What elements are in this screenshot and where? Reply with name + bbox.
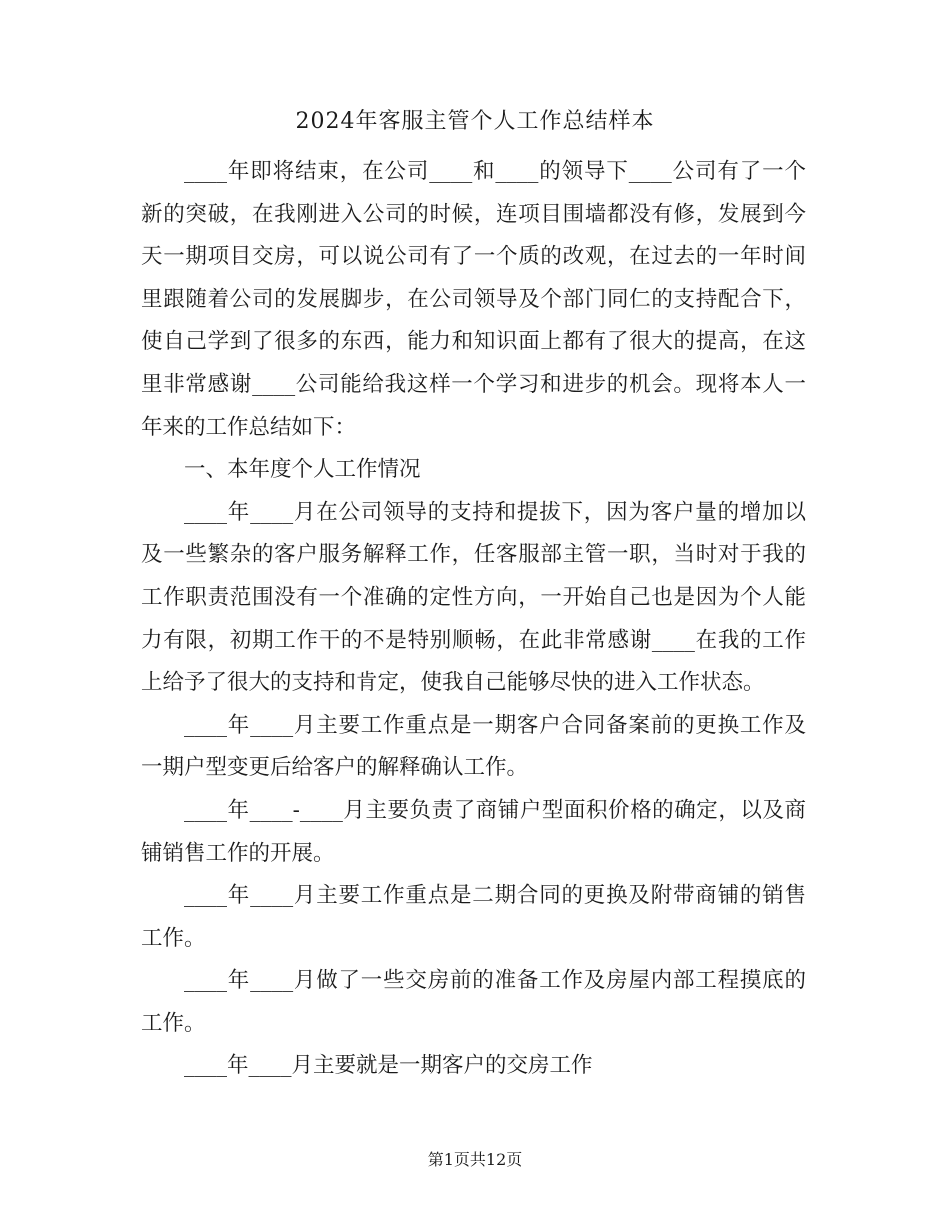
page-number: 第1页共12页 — [427, 1150, 523, 1169]
paragraph-item: ____年____月主要工作重点是一期客户合同备案前的更换工作及一期户型变更后给客户的解释确认工作。 — [141, 712, 806, 781]
paragraph-item: ____年____-____月主要负责了商铺户型面积价格的确定，以及商铺销售工作的开展。 — [141, 797, 806, 866]
document-title: 2024年客服主管个人工作总结样本 — [295, 109, 655, 134]
paragraph-item: ____年____月主要工作重点是二期合同的更换及附带商铺的销售工作。 — [141, 883, 806, 951]
document-body — [141, 151, 806, 1088]
paragraph-item: ____年____月主要就是一期客户的交房工作 — [184, 1053, 593, 1079]
section-heading: 一、本年度个人工作情况 — [184, 457, 421, 483]
paragraph-intro: ____年即将结束，在公司____和____的领导下____公司有了一个新的突破，在我刚进入公司的时候，连项目围墙都没有修，发展到今天一期项目交房，可以说公司有了一个质的改观，在过去的一年时间里跟随着公司的发展脚步，在公司领导及个部门同仁的支持配合下，使自己学到了很多的东西，能力和知识面上都有了很大的提高，在这里非常感谢____公司能给我这样一个学习和进步的机会。现将本人一年来的工作总结如下： — [141, 159, 806, 440]
paragraph-item: ____年____月做了一些交房前的准备工作及房屋内部工程摸底的工作。 — [141, 968, 806, 1036]
paragraph-promotion: ____年____月在公司领导的支持和提拔下，因为客户量的增加以及一些繁杂的客户服务解释工作，任客服部主管一职，当时对于我的工作职责范围没有一个准确的定性方向，一开始自己也是因为个人能力有限，初期工作干的不是特别顺畅，在此非常感谢____在我的工作上给予了很大的支持和肯定，使我自己能够尽快的进入工作状态。 — [141, 499, 806, 696]
